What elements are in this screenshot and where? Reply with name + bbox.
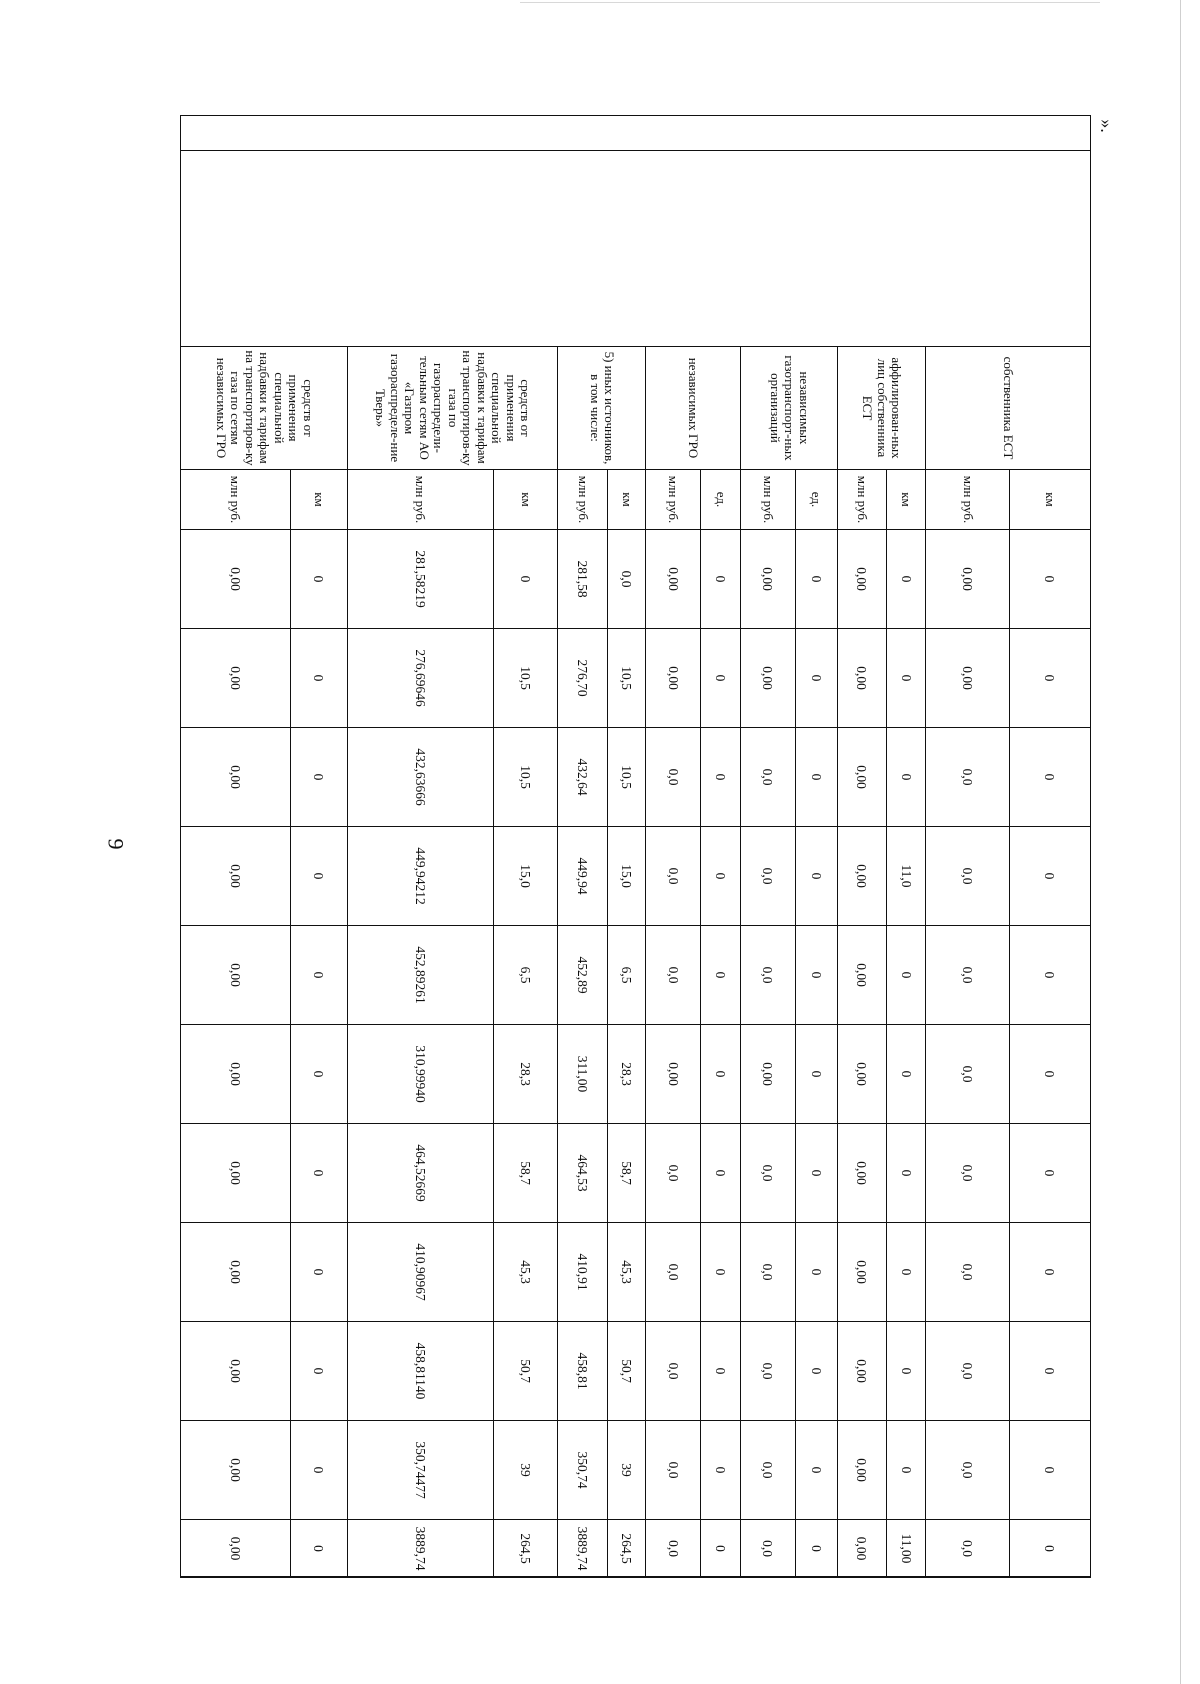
unit-cell: км (608, 470, 646, 530)
value-cell: 0 (1009, 1124, 1090, 1223)
value-cell: 0,0 (608, 530, 646, 629)
unit-cell: млн руб. (181, 470, 291, 530)
value-cell: 0,00 (181, 926, 291, 1025)
value-cell: 0 (701, 1322, 741, 1421)
value-cell: 0,0 (645, 1421, 700, 1520)
value-cell: 28,3 (608, 1025, 646, 1124)
data-table (180, 115, 1091, 1578)
value-cell: 50,7 (608, 1322, 646, 1421)
value-cell: 28,3 (493, 1025, 558, 1124)
row-label: собственника ЕСТ (926, 347, 1091, 470)
value-cell: 0 (290, 1520, 347, 1578)
value-cell: 15,0 (608, 827, 646, 926)
value-cell: 6,5 (493, 926, 558, 1025)
empty-column (181, 116, 1091, 151)
value-cell: 0 (1009, 926, 1090, 1025)
value-cell: 449,94 (558, 827, 608, 926)
value-cell: 458,81140 (347, 1322, 493, 1421)
unit-cell: км (493, 470, 558, 530)
value-cell: 0,0 (645, 926, 700, 1025)
value-cell: 58,7 (608, 1124, 646, 1223)
table-row (1009, 116, 1090, 1578)
value-cell: 0 (1009, 1223, 1090, 1322)
value-cell: 0,0 (740, 1421, 795, 1520)
value-cell: 0,0 (740, 1520, 795, 1578)
value-cell: 432,63666 (347, 728, 493, 827)
value-cell: 0,00 (181, 530, 291, 629)
value-cell: 0,00 (181, 1520, 291, 1578)
value-cell: 281,58 (558, 530, 608, 629)
value-cell: 464,52669 (347, 1124, 493, 1223)
value-cell: 15,0 (493, 827, 558, 926)
value-cell: 0,00 (181, 1421, 291, 1520)
value-cell: 0 (886, 1421, 926, 1520)
value-cell: 0,0 (926, 1223, 1009, 1322)
value-cell: 0,0 (740, 1124, 795, 1223)
row-label: независимых ГРО (645, 347, 740, 470)
unit-cell: ед. (701, 470, 741, 530)
value-cell: 0,0 (645, 728, 700, 827)
value-cell: 0,0 (926, 1025, 1009, 1124)
investment-table (180, 115, 1091, 1577)
value-cell: 0 (886, 1025, 926, 1124)
unit-cell: млн руб. (558, 470, 608, 530)
value-cell: 0 (701, 1421, 741, 1520)
value-cell: 0,00 (837, 728, 886, 827)
value-cell: 0 (701, 926, 741, 1025)
value-cell: 0 (886, 1322, 926, 1421)
value-cell: 0 (886, 728, 926, 827)
value-cell: 0 (796, 1025, 838, 1124)
value-cell: 0,00 (181, 629, 291, 728)
value-cell: 0,00 (645, 530, 700, 629)
value-cell: 0 (886, 926, 926, 1025)
value-cell: 0,00 (837, 530, 886, 629)
value-cell: 432,64 (558, 728, 608, 827)
value-cell: 0 (290, 1223, 347, 1322)
value-cell: 276,70 (558, 629, 608, 728)
value-cell: 281,58219 (347, 530, 493, 629)
value-cell: 0 (1009, 728, 1090, 827)
value-cell: 0 (796, 1421, 838, 1520)
value-cell: 0 (796, 629, 838, 728)
value-cell: 0 (796, 926, 838, 1025)
value-cell: 0,00 (740, 629, 795, 728)
value-cell: 0 (290, 926, 347, 1025)
value-cell: 0 (290, 1025, 347, 1124)
value-cell: 0,00 (837, 1223, 886, 1322)
value-cell: 0,0 (645, 1520, 700, 1578)
value-cell: 11,00 (886, 1520, 926, 1578)
value-cell: 0 (1009, 1421, 1090, 1520)
value-cell: 45,3 (493, 1223, 558, 1322)
value-cell: 0 (886, 629, 926, 728)
value-cell: 0 (290, 827, 347, 926)
value-cell: 0 (701, 1520, 741, 1578)
unit-cell: млн руб. (347, 470, 493, 530)
value-cell: 0,00 (181, 1322, 291, 1421)
value-cell: 39 (608, 1421, 646, 1520)
value-cell: 0,0 (926, 827, 1009, 926)
closing-quote-mark: ». (1096, 119, 1117, 133)
value-cell: 0 (701, 827, 741, 926)
value-cell: 0 (701, 1025, 741, 1124)
value-cell: 0 (886, 1124, 926, 1223)
value-cell: 0,0 (740, 1223, 795, 1322)
value-cell: 0 (1009, 1322, 1090, 1421)
value-cell: 264,5 (493, 1520, 558, 1578)
value-cell: 0 (1009, 1025, 1090, 1124)
value-cell: 0,0 (740, 926, 795, 1025)
value-cell: 449,94212 (347, 827, 493, 926)
value-cell: 0,00 (837, 926, 886, 1025)
value-cell: 410,91 (558, 1223, 608, 1322)
value-cell: 0,00 (837, 1025, 886, 1124)
value-cell: 0,00 (181, 1223, 291, 1322)
value-cell: 6,5 (608, 926, 646, 1025)
value-cell: 0 (701, 1124, 741, 1223)
value-cell: 410,90967 (347, 1223, 493, 1322)
value-cell: 0,0 (645, 1124, 700, 1223)
value-cell: 50,7 (493, 1322, 558, 1421)
row-label: 5) иных источников, в том числе: (558, 347, 646, 470)
value-cell: 0 (701, 1223, 741, 1322)
unit-cell: км (1009, 470, 1090, 530)
value-cell: 0 (701, 728, 741, 827)
unit-cell: млн руб. (645, 470, 700, 530)
value-cell: 0,0 (645, 1223, 700, 1322)
value-cell: 0 (493, 530, 558, 629)
value-cell: 264,5 (608, 1520, 646, 1578)
value-cell: 0 (796, 728, 838, 827)
value-cell: 0 (796, 1223, 838, 1322)
value-cell: 0,00 (837, 1124, 886, 1223)
row-label: средств от применения специальной надбавки к тарифам на транспортиров-ку газа по газораспредели-тельным сетям АО «Газпром газораспределе-ние Тверь» (347, 347, 558, 470)
value-cell: 0,00 (181, 1025, 291, 1124)
value-cell: 310,99940 (347, 1025, 493, 1124)
value-cell: 0 (701, 530, 741, 629)
value-cell: 0,00 (645, 629, 700, 728)
value-cell: 0,00 (837, 1520, 886, 1578)
value-cell: 0,0 (926, 1124, 1009, 1223)
value-cell: 0 (1009, 530, 1090, 629)
row-label: аффилирован-ных лиц собственника ЕСТ (837, 347, 926, 470)
value-cell: 0,00 (645, 1025, 700, 1124)
value-cell: 0,0 (926, 1322, 1009, 1421)
value-cell: 452,89261 (347, 926, 493, 1025)
unit-cell: млн руб. (837, 470, 886, 530)
value-cell: 0 (290, 1421, 347, 1520)
value-cell: 10,5 (493, 629, 558, 728)
value-cell: 0,0 (926, 1421, 1009, 1520)
value-cell: 0,0 (740, 1322, 795, 1421)
value-cell: 58,7 (493, 1124, 558, 1223)
value-cell: 0,00 (837, 629, 886, 728)
value-cell: 0 (796, 1124, 838, 1223)
value-cell: 350,74477 (347, 1421, 493, 1520)
unit-cell: млн руб. (926, 470, 1009, 530)
value-cell: 0 (290, 1124, 347, 1223)
value-cell: 0 (796, 1520, 838, 1578)
empty-column (181, 151, 1091, 347)
scan-edge-line (1180, 0, 1181, 1684)
value-cell: 0 (701, 629, 741, 728)
page-number: 9 (103, 838, 129, 850)
value-cell: 0,00 (181, 728, 291, 827)
value-cell: 10,5 (608, 728, 646, 827)
value-cell: 10,5 (493, 728, 558, 827)
value-cell: 39 (493, 1421, 558, 1520)
value-cell: 0 (886, 1223, 926, 1322)
unit-cell: км (290, 470, 347, 530)
value-cell: 0 (290, 728, 347, 827)
value-cell: 0 (1009, 827, 1090, 926)
value-cell: 0 (796, 827, 838, 926)
value-cell: 0,0 (645, 1322, 700, 1421)
value-cell: 0 (1009, 1520, 1090, 1578)
value-cell: 0,00 (837, 827, 886, 926)
value-cell: 0,0 (926, 728, 1009, 827)
value-cell: 0,00 (740, 530, 795, 629)
value-cell: 3889,74 (347, 1520, 493, 1578)
value-cell: 10,5 (608, 629, 646, 728)
value-cell: 0,00 (926, 629, 1009, 728)
unit-cell: км (886, 470, 926, 530)
value-cell: 0 (290, 530, 347, 629)
value-cell: 0 (886, 530, 926, 629)
value-cell: 0 (290, 629, 347, 728)
value-cell: 0 (290, 1322, 347, 1421)
row-label: средств от применения специальной надбавки к тарифам на транспортиров-ку газа по сетям независимых ГРО (181, 347, 348, 470)
value-cell: 0 (1009, 629, 1090, 728)
value-cell: 11,0 (886, 827, 926, 926)
value-cell: 452,89 (558, 926, 608, 1025)
value-cell: 0,00 (837, 1322, 886, 1421)
value-cell: 45,3 (608, 1223, 646, 1322)
value-cell: 350,74 (558, 1421, 608, 1520)
value-cell: 0,00 (740, 1025, 795, 1124)
value-cell: 464,53 (558, 1124, 608, 1223)
value-cell: 0,0 (926, 926, 1009, 1025)
value-cell: 276,69646 (347, 629, 493, 728)
row-label: независимых газотранспорт-ных организаций (740, 347, 837, 470)
value-cell: 0,0 (645, 827, 700, 926)
value-cell: 0,00 (837, 1421, 886, 1520)
unit-cell: ед. (796, 470, 838, 530)
value-cell: 0 (796, 530, 838, 629)
value-cell: 0,0 (740, 827, 795, 926)
value-cell: 0,00 (181, 827, 291, 926)
unit-cell: млн руб. (740, 470, 795, 530)
value-cell: 0,00 (181, 1124, 291, 1223)
value-cell: 0,0 (926, 1520, 1009, 1578)
value-cell: 458,81 (558, 1322, 608, 1421)
value-cell: 0 (796, 1322, 838, 1421)
value-cell: 311,00 (558, 1025, 608, 1124)
value-cell: 0,0 (740, 728, 795, 827)
value-cell: 3889,74 (558, 1520, 608, 1578)
scan-top-line (520, 2, 1100, 3)
value-cell: 0,00 (926, 530, 1009, 629)
